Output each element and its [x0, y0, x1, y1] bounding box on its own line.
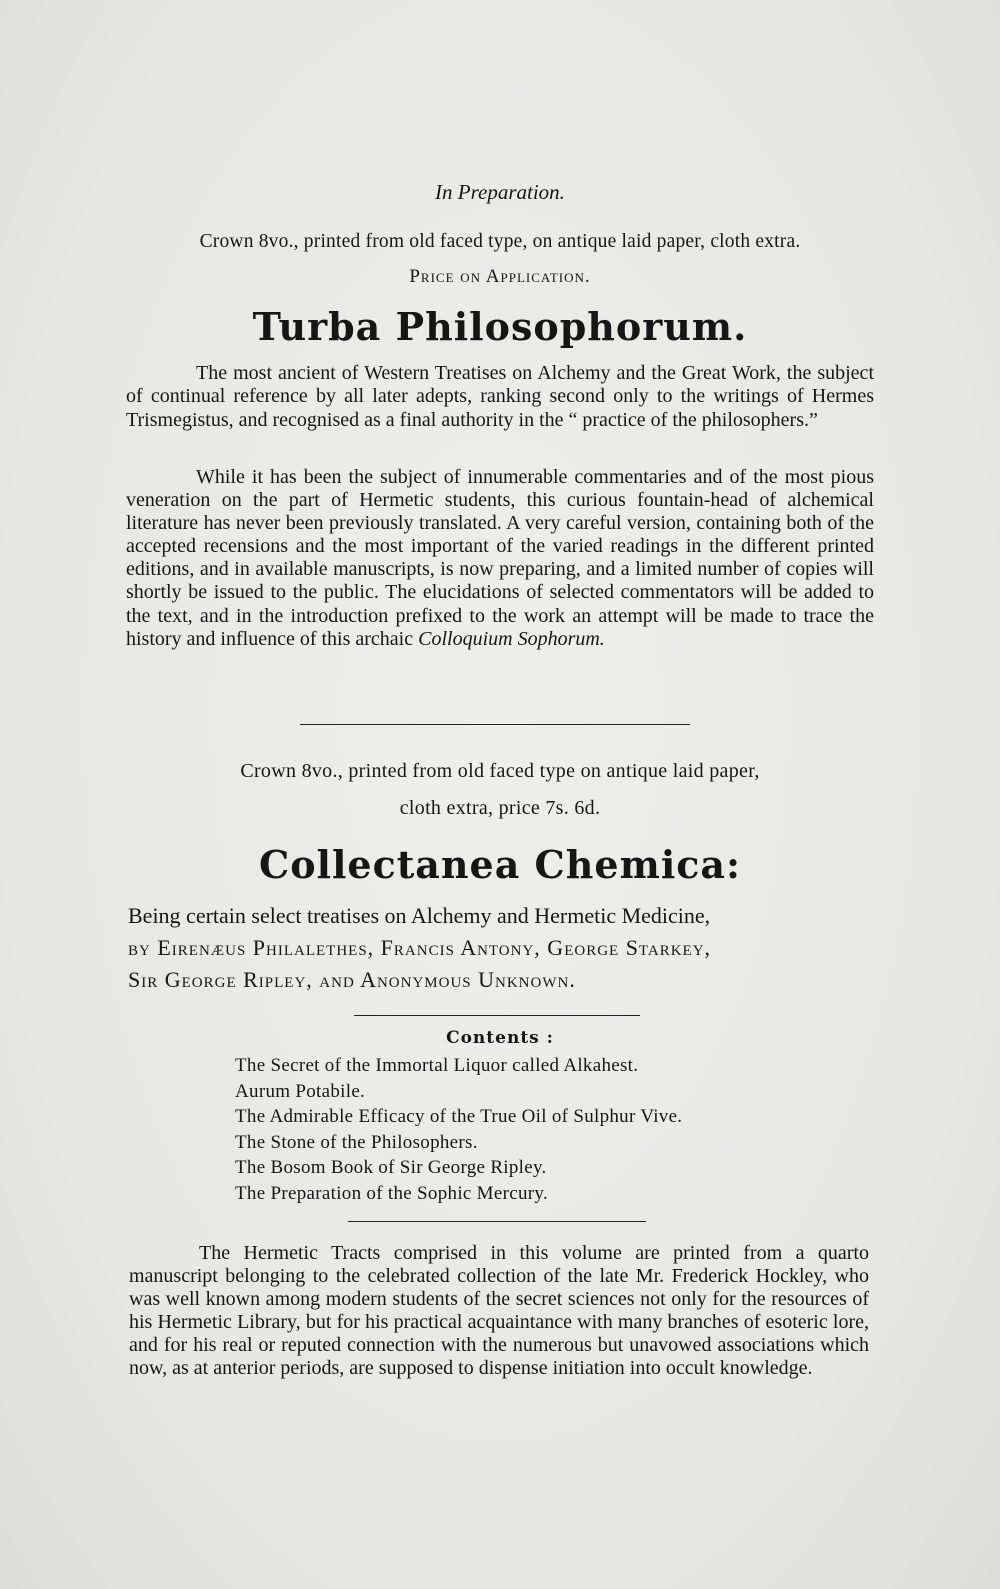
book1-description: The most ancient of Western Treatises on Alchemy and the Great Work, the subject of continual reference by all later adepts, ranking second only to the writings of Hermes Trismegistus, and recognised as a final authority in the “ practice of the philosophers.”	[126, 362, 874, 431]
contents-heading: Contents :	[446, 1028, 554, 1048]
book1-details	[126, 466, 874, 651]
book2-subtitle	[128, 900, 878, 996]
book2-format-line1: Crown 8vo., printed from old faced type on antique laid paper,	[240, 760, 760, 782]
contents-item: The Preparation of the Sophic Mercury.	[235, 1182, 549, 1204]
contents-item: Aurum Potabile.	[235, 1080, 366, 1102]
contents-item: The Stone of the Philosophers.	[235, 1131, 478, 1153]
book1-details-text: While it has been the subject of innumerable commentaries and of the most pious veneration on the part of Hermetic students, this curious fountain-head of alchemical literature has never been previously translated. A very careful version, containing both of the accepted recensions and the most important of the varied readings in the different printed editions, and in available manuscripts, is now preparing, and a limited number of copies will shortly be issued to the public. The elucidations of selected commentators will be added to the text, and in the introduction prefixed to the work an attempt will be made to trace the history and influence of this archaic	[126, 466, 874, 650]
book2-description: The Hermetic Tracts comprised in this volume are printed from a quarto manuscript belonging to the celebrated collection of the late Mr. Frederick Hockley, who was well known among modern students of the secret sciences not only for the resources of his Hermetic Library, but for his practical acquaintance with many branches of esoteric lore, and for his real or reputed connection with the numerous but unavowed associations which now, as at anterior periods, are supposed to dispense initiation into occult knowledge.	[129, 1242, 869, 1380]
book2-format-line2: cloth extra, price 7s. 6d.	[399, 797, 601, 819]
section-divider	[300, 724, 690, 725]
book2-subtitle-line1: Being certain select treatises on Alchemy and Hermetic Medicine,	[128, 903, 711, 928]
book1-title: Turba Philosophorum.	[252, 304, 748, 349]
book1-format: Crown 8vo., printed from old faced type, on antique laid paper, cloth extra.	[199, 231, 801, 252]
authors-divider	[354, 1015, 640, 1016]
preparation-status: In Preparation.	[435, 180, 565, 204]
contents-item: The Admirable Efficacy of the True Oil of Sulphur Vive.	[235, 1106, 683, 1128]
contents-item: The Bosom Book of Sir George Ripley.	[235, 1157, 547, 1179]
book2-subtitle-line2: by Eirenæus Philalethes, Francis Antony, George Starkey,	[128, 935, 712, 960]
book1-price: Price on Application.	[409, 266, 591, 287]
book2-subtitle-line3: Sir George Ripley, and Anonymous Unknown.	[128, 967, 576, 992]
book1-colloquium: Colloquium Sophorum.	[418, 627, 605, 650]
contents-divider	[348, 1221, 646, 1222]
contents-item: The Secret of the Immortal Liquor called Alkahest.	[235, 1055, 639, 1076]
book2-title: Collectanea Chemica:	[258, 842, 742, 887]
contents-list	[235, 1053, 855, 1207]
